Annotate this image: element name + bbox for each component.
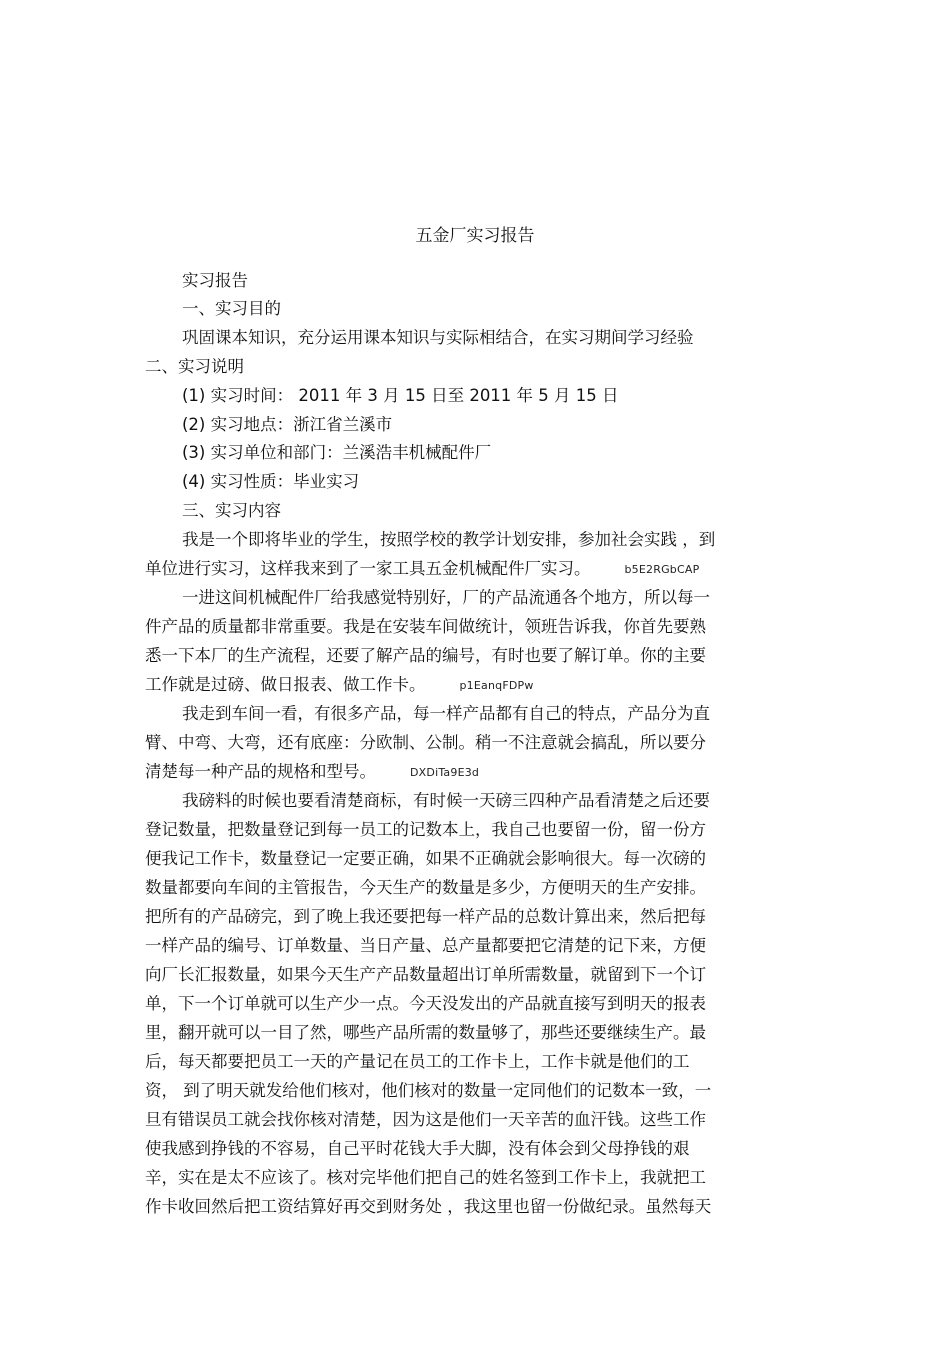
list-item: (3) 实习单位和部门：兰溪浩丰机械配件厂 xyxy=(182,443,492,462)
paragraph-line: 资， 到了明天就发给他们核对，他们核对的数量一定同他们的记数本一致，一 xyxy=(145,1081,712,1100)
paragraph-line xyxy=(145,674,805,697)
paragraph-line: 我是一个即将毕业的学生，按照学校的教学计划安排，参加社会实践 ，到 xyxy=(182,530,716,549)
paragraph-line: 单，下一个订单就可以生产少一点。今天没发出的产品就直接写到明天的报表 xyxy=(145,994,706,1013)
section-heading: 一、实习目的 xyxy=(182,299,281,318)
paragraph-line: 辛，实在是太不应该了。核对完毕他们把自己的姓名签到工作卡上，我就把工 xyxy=(145,1168,706,1187)
paragraph-line: 登记数量，把数量登记到每一员工的记数本上，我自己也要留一份，留一份方 xyxy=(145,820,706,839)
paragraph-line: 件产品的质量都非常重要。我是在安装车间做统计，领班告诉我，你首先要熟 xyxy=(145,617,706,636)
section-heading: 实习报告 xyxy=(182,271,248,290)
paragraph-line: 悉一下本厂的生产流程，还要了解产品的编号，有时也要了解订单。你的主要 xyxy=(145,646,706,665)
paragraph-line: 巩固课本知识，充分运用课本知识与实际相结合，在实习期间学习经验 xyxy=(182,328,694,347)
paragraph-text: 单位进行实习，这样我来到了一家工具五金机械配件厂实习。 xyxy=(145,559,591,578)
paragraph-text: 工作就是过磅、做日报表、做工作卡。 xyxy=(145,675,426,694)
paragraph-line: 一进这间机械配件厂给我感觉特别好，厂的产品流通各个地方，所以每一 xyxy=(182,588,710,607)
watermark-code: b5E2RGbCAP xyxy=(624,563,700,576)
section-heading: 三、实习内容 xyxy=(182,501,281,520)
paragraph-line: 作卡收回然后把工资结算好再交到财务处 ，我这里也留一份做纪录。虽然每天 xyxy=(145,1197,712,1216)
paragraph-line xyxy=(145,558,805,581)
paragraph-text: 清楚每一种产品的规格和型号。 xyxy=(145,762,376,781)
paragraph-line: 使我感到挣钱的不容易，自己平时花钱大手大脚，没有体会到父母挣钱的艰 xyxy=(145,1139,690,1158)
paragraph-line: 后，每天都要把员工一天的产量记在员工的工作卡上，工作卡就是他们的工 xyxy=(145,1052,690,1071)
watermark-code: DXDiTa9E3d xyxy=(410,766,480,779)
paragraph-line: 便我记工作卡，数量登记一定要正确，如果不正确就会影响很大。每一次磅的 xyxy=(145,849,706,868)
list-item: (2) 实习地点：浙江省兰溪市 xyxy=(182,415,393,434)
document-title: 五金厂实习报告 xyxy=(415,226,535,246)
list-item: (1) 实习时间： 2011 年 3 月 15 日至 2011 年 5 月 15 日 xyxy=(182,386,619,405)
paragraph-line xyxy=(145,761,805,784)
section-heading: 二、实习说明 xyxy=(145,357,244,376)
paragraph-line: 旦有错误员工就会找你核对清楚，因为这是他们一天辛苦的血汗钱。这些工作 xyxy=(145,1110,706,1129)
watermark-code: p1EanqFDPw xyxy=(459,679,534,692)
paragraph-line: 一样产品的编号、订单数量、当日产量、总产量都要把它清楚的记下来，方便 xyxy=(145,936,706,955)
paragraph-line: 我走到车间一看，有很多产品，每一样产品都有自己的特点，产品分为直 xyxy=(182,704,710,723)
paragraph-line: 我磅料的时候也要看清楚商标，有时候一天磅三四种产品看清楚之后还要 xyxy=(182,791,710,810)
paragraph-line: 数量都要向车间的主管报告，今天生产的数量是多少，方便明天的生产安排。 xyxy=(145,878,706,897)
paragraph-line: 把所有的产品磅完，到了晚上我还要把每一样产品的总数计算出来，然后把每 xyxy=(145,907,706,926)
paragraph-line: 臂、中弯、大弯，还有底座：分欧制、公制。稍一不注意就会搞乱，所以要分 xyxy=(145,733,706,752)
list-item: (4) 实习性质：毕业实习 xyxy=(182,472,360,491)
paragraph-line: 向厂长汇报数量，如果今天生产产品数量超出订单所需数量，就留到下一个订 xyxy=(145,965,706,984)
paragraph-line: 里，翻开就可以一目了然，哪些产品所需的数量够了，那些还要继续生产。最 xyxy=(145,1023,706,1042)
